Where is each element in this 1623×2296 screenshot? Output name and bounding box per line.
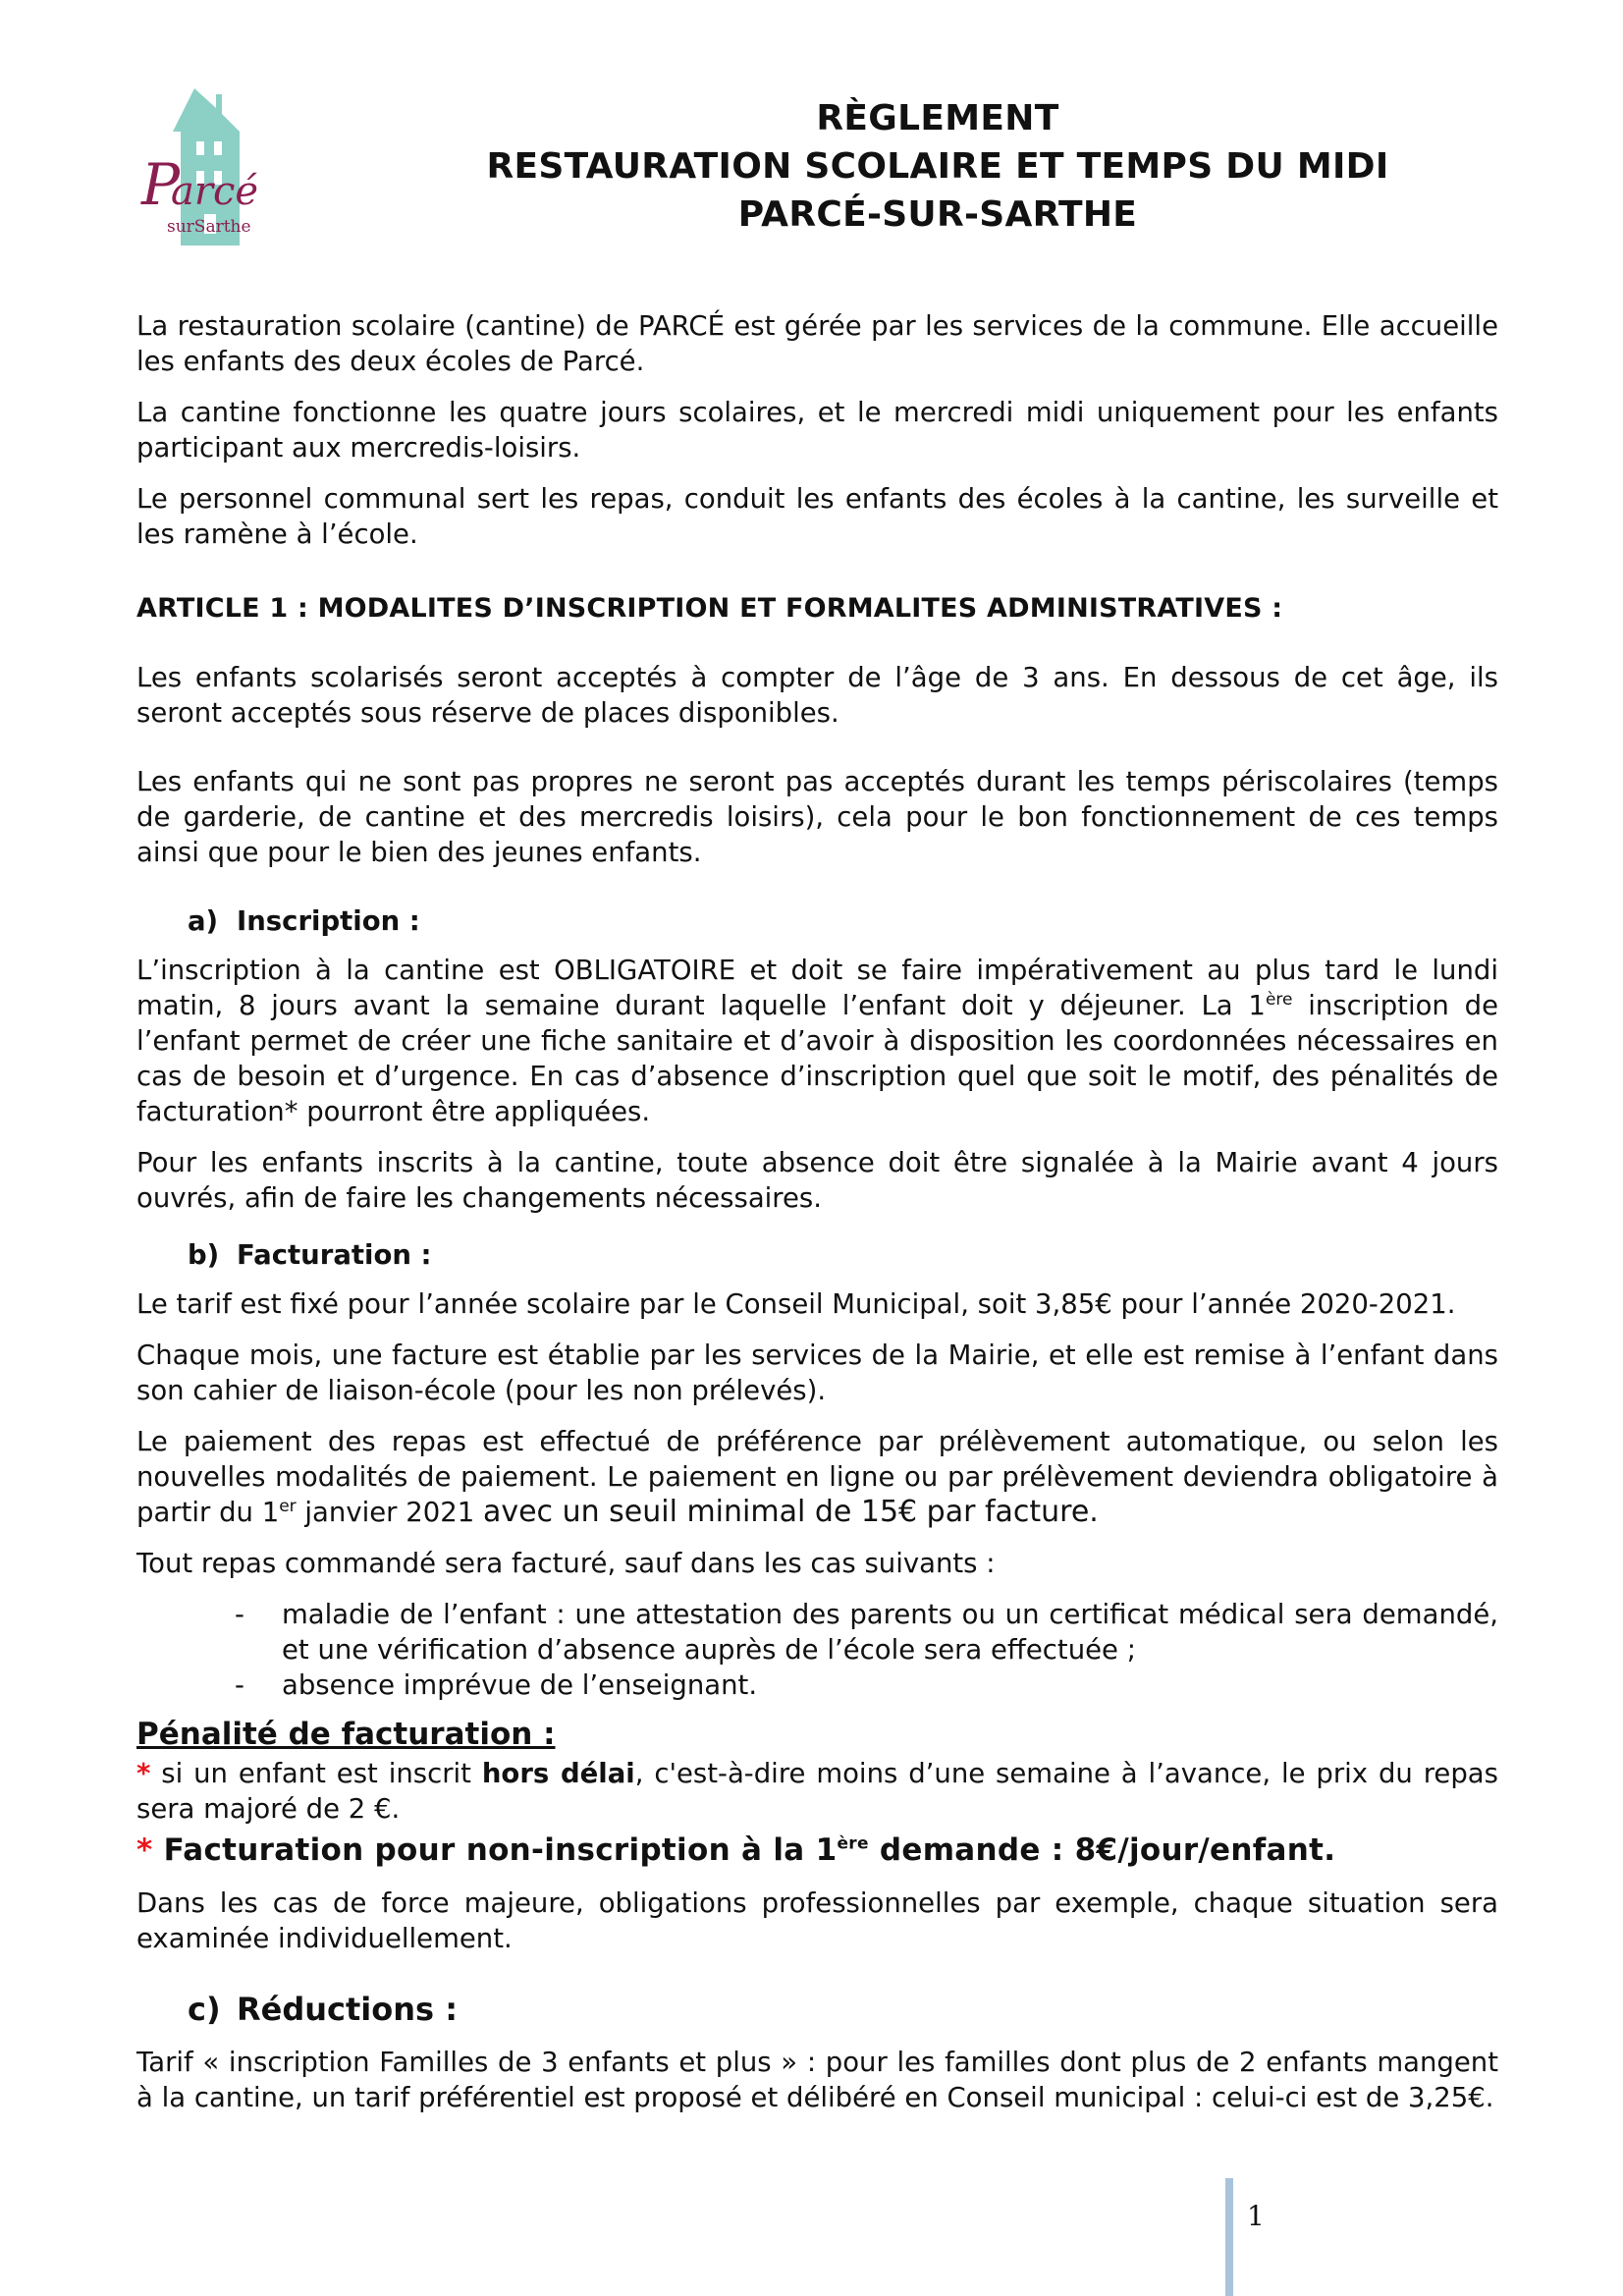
exception-list: [136, 1597, 1498, 1703]
inscription-paragraph-2: Pour les enfants inscrits à la cantine, toute absence doit être signalée à la Mairie avant 4 jours ouvrés, afin de faire les changements nécessaires.: [136, 1147, 1498, 1214]
article-1-paragraph-2: Les enfants qui ne sont pas propres ne seront pas acceptés durant les temps périscolaires (temps de garderie, de cantine et des mercredis loisirs), cela pour le bon fonctionnement de ces temps ainsi que pour le bien des jeunes enfants.: [136, 766, 1498, 868]
title-line-2: RESTAURATION SCOLAIRE ET TEMPS DU MIDI: [486, 146, 1389, 187]
page-number: 1: [1247, 2200, 1265, 2232]
facturation-paragraph-3: Le paiement des repas est effectué de préférence par prélèvement automatique, ou selon les nouvelles modalités de paiement. Le paiement en ligne ou par prélèvement deviendra obligatoire à partir du 1er janvier 2021 avec un seuil minimal de 15€ par facture.: [136, 1426, 1498, 1529]
penalite-paragraph-2: * Facturation pour non-inscription à la 1ère demande : 8€/jour/enfant.: [136, 1832, 1336, 1868]
section-letter: c): [188, 1991, 221, 2028]
title-line-1: RÈGLEMENT: [816, 98, 1059, 138]
article-1-paragraph-1: Les enfants scolarisés seront acceptés à compter de l’âge de 3 ans. En dessous de cet âge, ils seront acceptés sous réserve de places disponibles.: [136, 662, 1498, 729]
facturation-paragraph-1: Le tarif est fixé pour l’année scolaire par le Conseil Municipal, soit 3,85€ pour l’année 2020-2021.: [136, 1288, 1456, 1320]
svg-text:arcé: arcé: [171, 169, 259, 214]
parce-logo: [137, 84, 275, 251]
reductions-paragraph-1: Tarif « inscription Familles de 3 enfants et plus » : pour les familles dont plus de 2 enfants mangent à la cantine, un tarif préférentiel est proposé et délibéré en Conseil municipal : celui-ci est de 3,25€.: [136, 2047, 1498, 2113]
page-number-bar: [1225, 2178, 1233, 2296]
section-title: Inscription :: [237, 905, 420, 937]
section-heading-facturation: [188, 1237, 1498, 1273]
title-line-3: PARCÉ-SUR-SARTHE: [737, 194, 1138, 235]
list-item: - maladie de l’enfant : une attestation des parents ou un certificat médical sera demandé, et une vérification d’absence auprès de l’école sera effectuée ;: [235, 1599, 1498, 1666]
section-heading-reductions: [188, 1992, 1498, 2027]
section-letter: a): [188, 905, 219, 937]
list-item: - absence imprévue de l’enseignant.: [235, 1669, 758, 1701]
intro-paragraph-2: La cantine fonctionne les quatre jours scolaires, et le mercredi midi uniquement pour les enfants participant aux mercredis-loisirs.: [136, 397, 1498, 464]
svg-text:P: P: [141, 151, 181, 218]
penalite-paragraph-1: * si un enfant est inscrit hors délai, c'est-à-dire moins d’une semaine à l’avance, le prix du repas sera majoré de 2 €.: [136, 1758, 1498, 1825]
article-1-heading: ARTICLE 1 : MODALITES D’INSCRIPTION ET FORMALITES ADMINISTRATIVES :: [136, 593, 1283, 624]
document-body: [136, 308, 1498, 2131]
section-heading-inscription: [188, 903, 1498, 939]
intro-paragraph-1: La restauration scolaire (cantine) de PARCÉ est gérée par les services de la commune. Elle accueille les enfants des deux écoles de Parcé.: [136, 310, 1498, 377]
facturation-paragraph-4: Tout repas commandé sera facturé, sauf dans les cas suivants :: [136, 1548, 996, 1579]
parce-logo-graphic: [137, 84, 275, 251]
section-title: Facturation :: [237, 1239, 432, 1271]
intro-paragraph-3: Le personnel communal sert les repas, conduit les enfants des écoles à la cantine, les surveille et les ramène à l’école.: [136, 483, 1498, 550]
inscription-paragraph-1: L’inscription à la cantine est OBLIGATOIRE et doit se faire impérativement au plus tard le lundi matin, 8 jours avant la semaine durant laquelle l’enfant doit y déjeuner. La 1ère inscription de l’enfant permet de créer une fiche sanitaire et d’avoir à disposition les coordonnées nécessaires en cas de besoin et d’urgence. En cas d’absence d’inscription quel que soit le motif, des pénalités de facturation* pourront être appliquées.: [136, 955, 1498, 1127]
svg-text:surSarthe: surSarthe: [167, 217, 251, 237]
penalite-heading: Pénalité de facturation :: [136, 1717, 556, 1752]
section-letter: b): [188, 1239, 220, 1271]
penalite-paragraph-3: Dans les cas de force majeure, obligations professionnelles par exemple, chaque situation sera examinée individuellement.: [136, 1887, 1498, 1954]
facturation-paragraph-2: Chaque mois, une facture est établie par les services de la Mairie, et elle est remise à l’enfant dans son cahier de liaison-école (pour les non prélevés).: [136, 1339, 1498, 1406]
section-title: Réductions :: [237, 1991, 459, 2028]
document-title: [324, 94, 1551, 239]
